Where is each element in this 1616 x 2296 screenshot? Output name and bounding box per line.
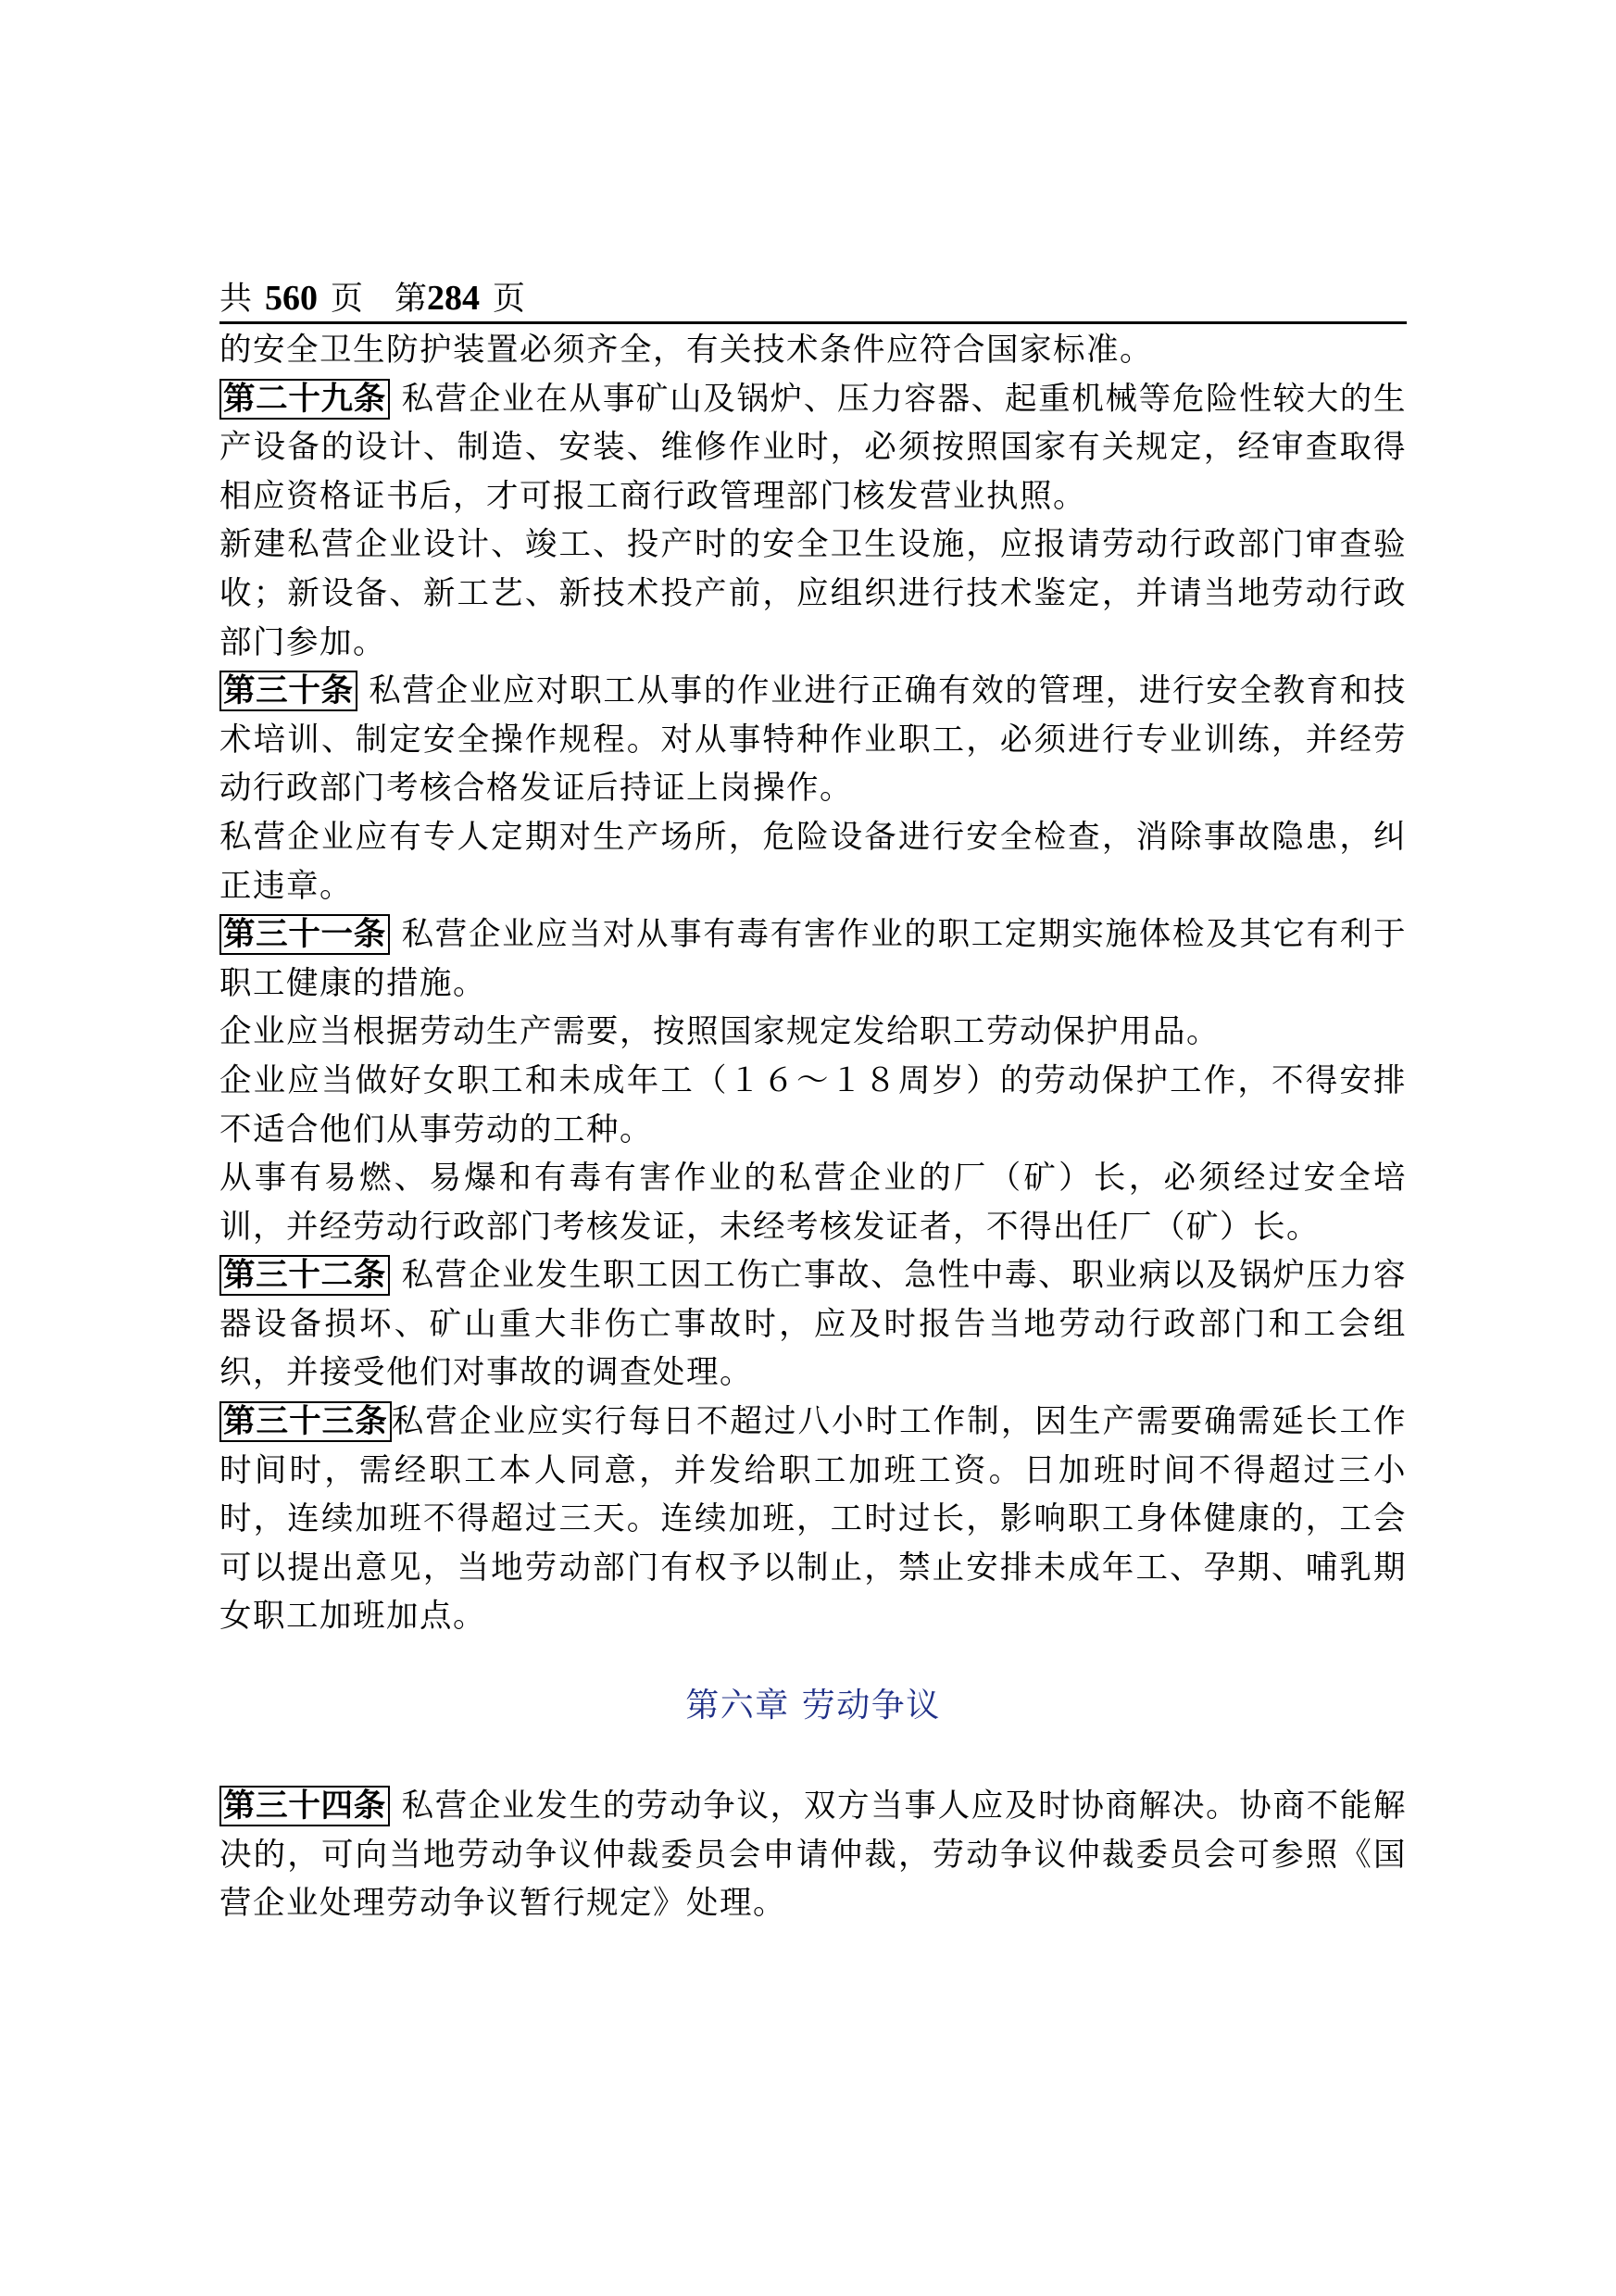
paragraph-text: 从事有易燃、易爆和有毒有害作业的私营企业的厂（矿）长，必须经过安全培训，并经劳动行政部门考核发证，未经考核发证者，不得出任厂（矿）长。 — [219, 1160, 1407, 1246]
document-page — [219, 278, 1407, 1928]
document-body — [219, 326, 1407, 1928]
article-label: 第三十一条 — [219, 914, 390, 955]
page-header — [219, 278, 1407, 324]
paragraph — [219, 1154, 1407, 1251]
paragraph-text: 新建私营企业设计、竣工、投产时的安全卫生设施，应报请劳动行政部门审查验收；新设备、新工艺、新技术投产前，应组织进行技术鉴定，并请当地劳动行政部门参加。 — [219, 526, 1407, 661]
article-label: 第三十二条 — [219, 1255, 390, 1296]
total-prefix: 共 — [219, 281, 253, 318]
paragraph — [219, 813, 1407, 910]
article-group — [219, 1782, 1407, 1928]
paragraph — [219, 375, 1407, 521]
paragraph-text: 私营企业发生职工因工伤亡事故、急性中毒、职业病以及锅炉压力容器设备损坏、矿山重大非伤亡事故时，应及时报告当地劳动行政部门和工会组织，并接受他们对事故的调查处理。 — [219, 1257, 1407, 1392]
current-prefix: 第 — [395, 281, 428, 318]
paragraph — [219, 326, 1407, 375]
total-pages: 560 — [265, 279, 319, 318]
paragraph-text: 私营企业应对职工从事的作业进行正确有效的管理，进行安全教育和技术培训、制定安全操作规程。对从事特种作业职工，必须进行专业训练，并经劳动行政部门考核合格发证后持证上岗操作。 — [219, 672, 1408, 808]
chapter-title: 第六章 劳动争议 — [685, 1687, 941, 1725]
article-label: 第三十三条 — [219, 1401, 392, 1442]
paragraph — [219, 1251, 1407, 1398]
article-group — [219, 326, 1407, 1641]
page-suffix: 页 — [331, 281, 364, 318]
article-label: 第三十四条 — [219, 1786, 390, 1826]
paragraph — [219, 521, 1407, 667]
paragraph — [219, 910, 1407, 1008]
paragraph-text: 私营企业在从事矿山及锅炉、压力容器、起重机械等危险性较大的生产设备的设计、制造、安装、维修作业时，必须按照国家有关规定，经审查取得相应资格证书后，才可报工商行政管理部门核发营业执照。 — [219, 380, 1407, 515]
paragraph — [219, 1008, 1407, 1057]
paragraph — [219, 1782, 1407, 1928]
paragraph-text: 私营企业应实行每日不超过八小时工作制，因生产需要确需延长工作时间时，需经职工本人同意，并发给职工加班工资。日加班时间不得超过三小时，连续加班不得超过三天。连续加班，工时过长，影响职工身体健康的，工会可以提出意见，当地劳动部门有权予以制止，禁止安排未成年工、孕期、哺乳期女职工加班加点。 — [219, 1403, 1407, 1636]
article-label: 第二十九条 — [219, 379, 390, 420]
paragraph-text: 私营企业应有专人定期对生产场所，危险设备进行安全检查，消除事故隐患，纠正违章。 — [219, 818, 1407, 905]
paragraph-text: 企业应当做好女职工和未成年工（１６～１８周岁）的劳动保护工作，不得安排不适合他们从事劳动的工种。 — [219, 1061, 1407, 1148]
paragraph — [219, 1398, 1407, 1641]
paragraph-text: 企业应当根据劳动生产需要，按照国家规定发给职工劳动保护用品。 — [219, 1013, 1220, 1051]
page-suffix: 页 — [493, 281, 526, 318]
paragraph-text: 私营企业应当对从事有毒有害作业的职工定期实施体检及其它有利于职工健康的措施。 — [219, 916, 1407, 1002]
paragraph-text: 的安全卫生防护装置必须齐全，有关技术条件应符合国家标准。 — [219, 332, 1153, 369]
current-page: 284 — [427, 279, 481, 318]
article-label: 第三十条 — [219, 671, 357, 711]
paragraph-text: 私营企业发生的劳动争议，双方当事人应及时协商解决。协商不能解决的，可向当地劳动争议仲裁委员会申请仲裁，劳动争议仲裁委员会可参照《国营企业处理劳动争议暂行规定》处理。 — [219, 1788, 1407, 1923]
paragraph — [219, 667, 1407, 813]
paragraph — [219, 1057, 1407, 1154]
